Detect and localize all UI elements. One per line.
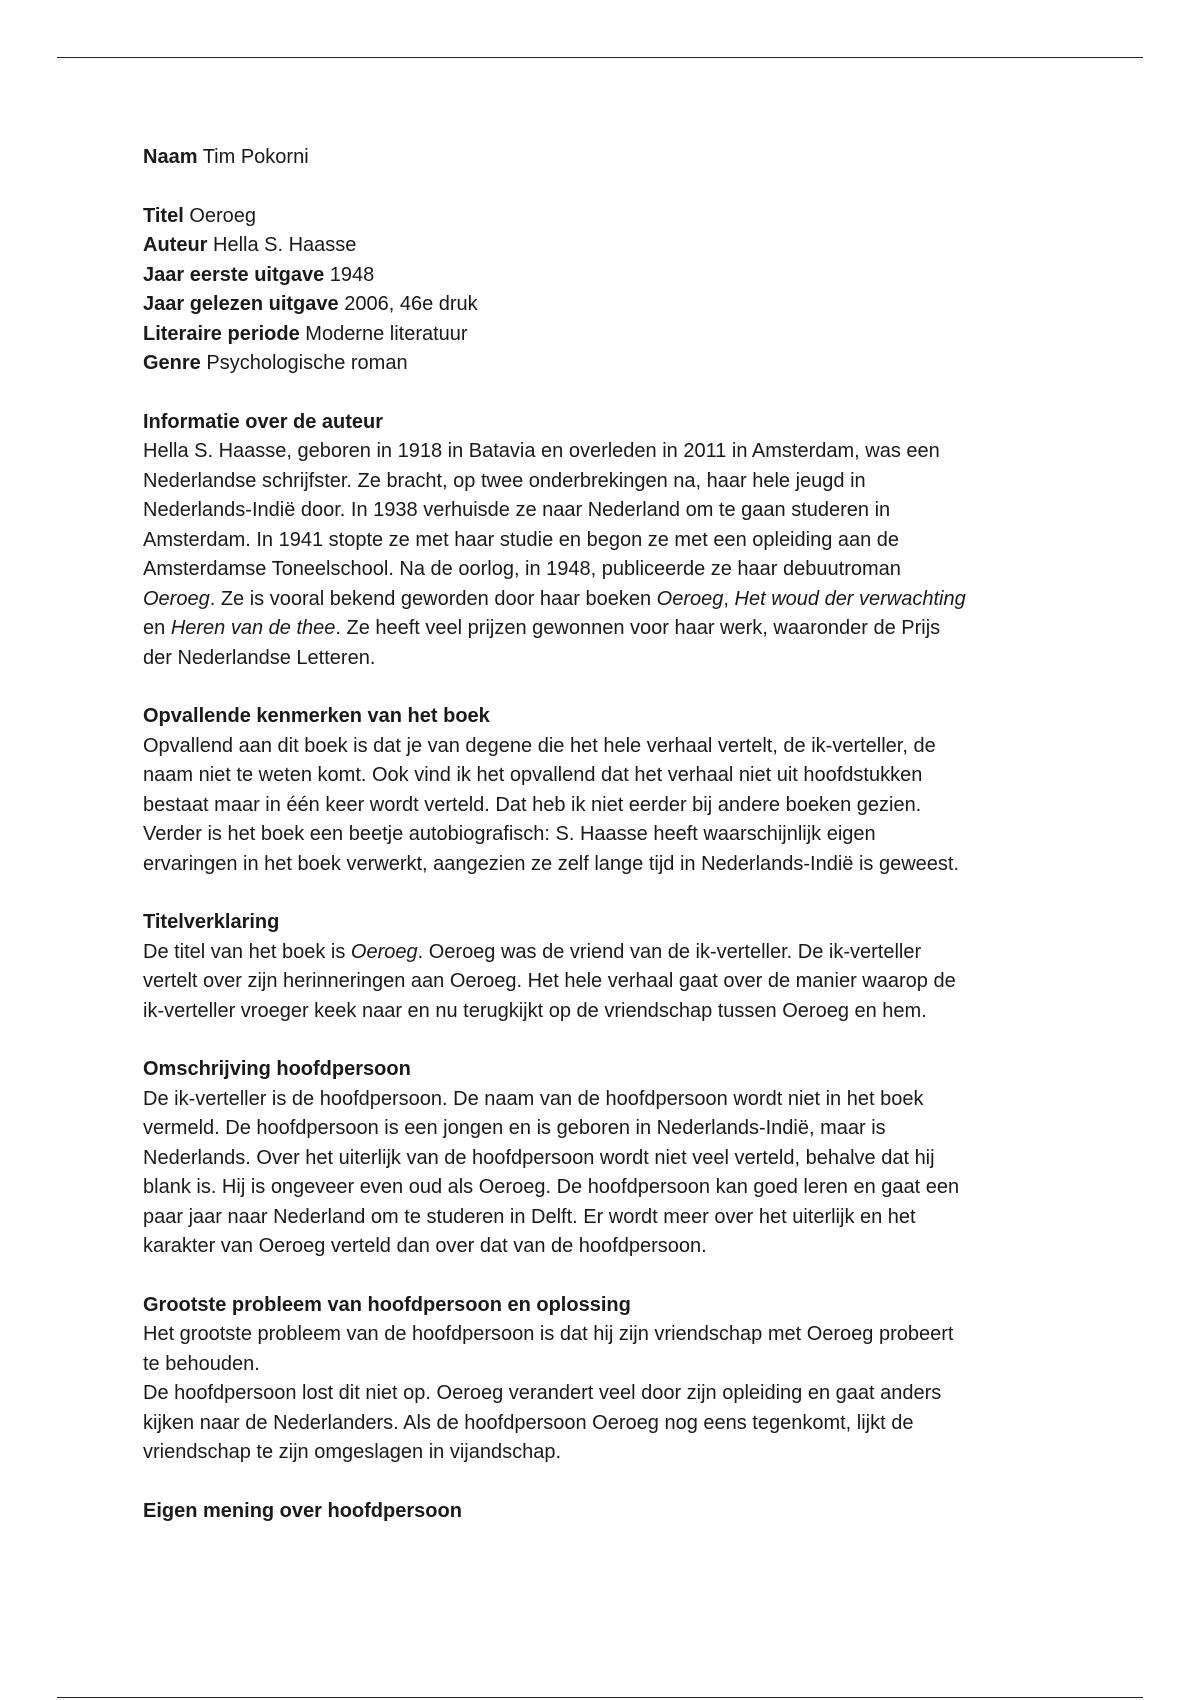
info-label: Titel: [143, 204, 184, 227]
info-row: [143, 290, 1073, 320]
text-run: . Ze is vooral bekend geworden door haar boeken: [209, 587, 657, 610]
name-row: [143, 143, 1073, 173]
section-paragraph: [143, 1320, 1073, 1468]
spacer: [143, 379, 1073, 408]
text-run: Opvallend aan dit boek is dat je van degene die het hele verhaal vertelt, de ik-verteller, de naam niet te weten komt. Ook vind ik het opvallend dat het verhaal niet uit hoofdstukken bestaat maar in één keer wordt verteld. Dat heb ik niet eerder bij andere boeken gezien. Verder is het boek een beetje autobiografisch: S. Haasse heeft waarschijnlijk eigen ervaringen in het boek verwerkt, aangezien ze zelf lange tijd in Nederlands-Indië is geweest.: [143, 734, 960, 875]
spacer: [143, 1468, 1073, 1497]
text-run: Hella S. Haasse, geboren in 1918 in Batavia en overleden in 2011 in Amsterdam, was een Nederlandse schrijfster. Ze bracht, op twee onderbrekingen na, haar hele jeugd in Nederlands-Indië door. In 1938 verhuisde ze naar Nederland om te gaan studeren in Amsterdam. In 1941 stopte ze met haar studie en begon ze met een opleiding aan de Amsterdamse Toneelschool. Na de oorlog, in 1948, publiceerde ze haar debuutroman: [143, 440, 940, 580]
info-label: Literaire periode: [143, 322, 300, 345]
info-value: Oeroeg: [189, 204, 257, 227]
top-rule: [57, 57, 1143, 58]
bottom-rule: [57, 1697, 1143, 1698]
italic-title: Heren van de thee: [170, 617, 336, 639]
section: [143, 702, 1073, 879]
spacer: [143, 1262, 1073, 1291]
info-label: Auteur: [143, 234, 208, 256]
spacer: [143, 173, 1073, 202]
italic-title: Oeroeg: [143, 587, 210, 610]
document-body: [143, 143, 1073, 1526]
section: [143, 1055, 1073, 1262]
info-value: Hella S. Haasse: [213, 234, 357, 256]
info-label: Jaar eerste uitgave: [143, 263, 325, 286]
section: [143, 908, 1073, 1026]
section-heading: Informatie over de auteur: [143, 410, 384, 433]
info-row: [143, 231, 1073, 261]
text-run: en: [143, 617, 166, 639]
section-paragraph: [143, 732, 1073, 880]
text-run: . Oeroeg was de vriend van de ik-verteller. De ik-verteller vertelt over zijn herinneringen aan Oeroeg. Het hele verhaal gaat over de manier waarop de ik-verteller vroeger keek naar en nu terugkijkt op de vriendschap tussen Oeroeg en hem.: [143, 940, 956, 1022]
section-heading: Grootste probleem van hoofdpersoon en oplossing: [143, 1293, 631, 1316]
name-label: Naam: [143, 146, 198, 168]
name-value: Tim Pokorni: [202, 146, 309, 168]
section-heading: Titelverklaring: [143, 911, 280, 933]
text-run: De ik-verteller is de hoofdpersoon. De naam van de hoofdpersoon wordt niet in het boek vermeld. De hoofdpersoon is een jongen en is geboren in Nederlands-Indië, maar is Nederlands. Over het uiterlijk van de hoofdpersoon wordt niet veel verteld, behalve dat hij blank is. Hij is ongeveer even oud als Oeroeg. De hoofdpersoon kan goed leren en gaat een paar jaar naar Nederland om te studeren in Delft. Er wordt meer over het uiterlijk en het karakter van Oeroeg verteld dan over dat van de hoofdpersoon.: [143, 1087, 960, 1257]
italic-title: Oeroeg: [350, 940, 418, 963]
text-run: ,: [723, 587, 735, 610]
info-value: 2006, 46e druk: [344, 293, 478, 315]
text-run: . Ze heeft veel prijzen gewonnen voor haar werk, waaronder de Prijs der Nederlandse Letteren.: [143, 617, 941, 669]
section-paragraph: [143, 938, 1073, 1027]
sections: [143, 379, 1073, 1527]
text-run: Het grootste probleem van de hoofdpersoon is dat hij zijn vriendschap met Oeroeg probeert te behouden. De hoofdpersoon lost dit niet op. Oeroeg verandert veel door zijn opleiding en gaat anders kijken naar de Nederlanders. Als de hoofdpersoon Oeroeg nog eens tegenkomt, lijkt de vriendschap te zijn omgeslagen in vijandschap.: [143, 1323, 954, 1463]
section-heading: Eigen mening over hoofdpersoon: [143, 1499, 462, 1522]
info-label: Genre: [143, 352, 201, 374]
info-row: [143, 349, 1073, 379]
section-heading: Opvallende kenmerken van het boek: [143, 705, 490, 727]
info-label: Jaar gelezen uitgave: [143, 293, 339, 315]
spacer: [143, 673, 1073, 702]
section: [143, 1497, 1073, 1527]
info-value: Moderne literatuur: [305, 322, 468, 345]
spacer: [143, 1026, 1073, 1055]
italic-title: Oeroeg: [656, 587, 724, 610]
section-heading: Omschrijving hoofdpersoon: [143, 1058, 411, 1080]
info-row: [143, 202, 1073, 232]
section-paragraph: [143, 1085, 1073, 1262]
info-row: [143, 320, 1073, 350]
info-value: Psychologische roman: [206, 352, 408, 374]
text-run: De titel van het boek is: [143, 940, 351, 963]
info-row: [143, 261, 1073, 291]
book-info: [143, 202, 1073, 379]
spacer: [143, 879, 1073, 908]
italic-title: Het woud der verwachting: [734, 587, 966, 610]
section: [143, 1291, 1073, 1468]
section-paragraph: [143, 437, 1073, 673]
info-value: 1948: [329, 263, 375, 286]
section: [143, 408, 1073, 674]
